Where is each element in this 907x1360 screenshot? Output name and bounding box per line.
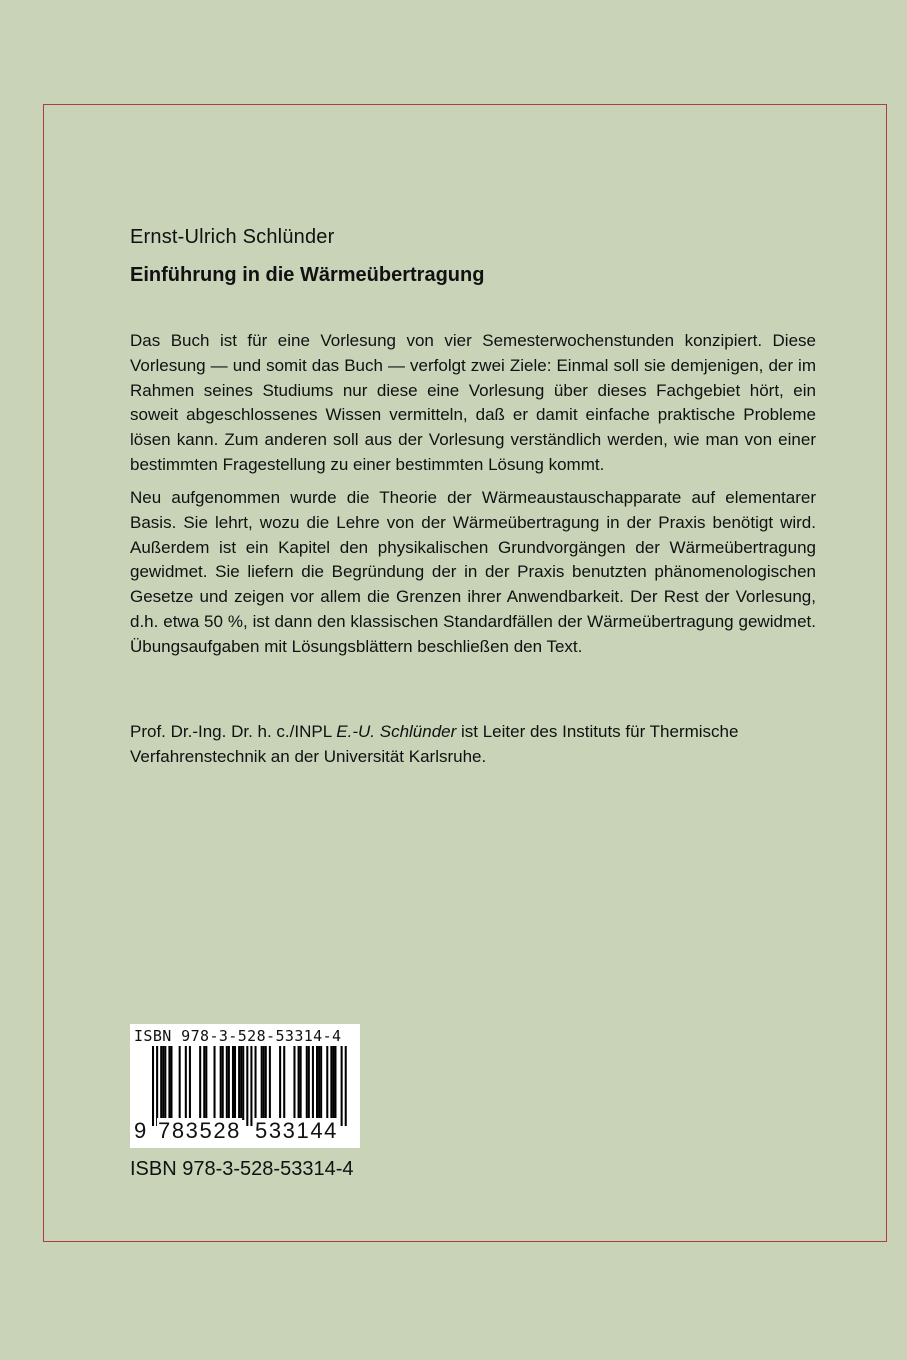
barcode-bar xyxy=(330,1046,332,1120)
description-paragraph-1: Das Buch ist für eine Vorlesung von vier Semesterwochenstunden konzipiert. Diese Vorlesung — und somit das Buch — verfolgt zwei Ziele: Einmal soll sie demjenigen, der im Rahmen seines Studiums nur diese eine Vorlesung über dieses Fachgebiet hört, ein soweit abgeschlossenes Wissen vermitteln, daß er damit einfache praktische Probleme lösen kann. Zum anderen soll aus der Vorlesung verständlich werden, wie man von einer bestimmten Fragestellung zu einer bestimmten Lösung kommt. xyxy=(130,331,816,474)
barcode-digits-right: 533144 xyxy=(255,1118,339,1143)
barcode-bar xyxy=(326,1046,328,1120)
barcode-bar xyxy=(283,1046,285,1120)
barcode-bar xyxy=(203,1046,205,1120)
barcode-bar xyxy=(232,1046,234,1120)
book-title: Einführung in die Wärmeübertragung xyxy=(130,264,485,286)
barcode-bar xyxy=(162,1046,164,1120)
barcode-bar xyxy=(164,1046,166,1120)
barcode-bar xyxy=(250,1046,252,1126)
barcode-bar xyxy=(240,1046,242,1120)
barcode-bar xyxy=(298,1046,300,1120)
barcode-bar xyxy=(308,1046,310,1120)
barcode-bar xyxy=(168,1046,170,1120)
barcode-bar xyxy=(220,1046,222,1120)
barcode-bar xyxy=(152,1046,154,1126)
barcode-bar xyxy=(238,1046,240,1120)
barcode-bar xyxy=(279,1046,281,1120)
barcode-bar xyxy=(312,1046,314,1120)
barcode-bar xyxy=(334,1046,336,1120)
barcode-digits xyxy=(130,1118,360,1144)
barcode-bar xyxy=(263,1046,265,1120)
author-bio-prefix: Prof. Dr.-Ing. Dr. h. c./INPL xyxy=(130,722,337,741)
barcode-bar xyxy=(318,1046,320,1120)
description-paragraph-2: Neu aufgenommen wurde die Theorie der Wärmeaustauschapparate auf elementarer Basis. Sie lehrt, wozu die Lehre von der Wärmeübertragung in der Praxis benötigt wird. Außerdem ist ein Kapitel den physikalischen Grundvorgängen der Wärmeübertragung gewidmet. Sie liefern die Begründung der in der Praxis benutzten phänomenologischen Gesetze und zeigen vor allem die Grenzen ihrer Anwendbarkeit. Der Rest der Vorlesung, d.h. etwa 50 %, ist dann den klassischen Standardfällen der Wärmeübertragung gewidmet. Übungsaufgaben mit Lösungsblättern beschließen den Text. xyxy=(130,488,816,656)
barcode-bar xyxy=(214,1046,216,1120)
barcode-bar xyxy=(205,1046,207,1120)
barcode-bar xyxy=(156,1046,158,1126)
barcode-bar xyxy=(234,1046,236,1120)
author-name: Ernst-Ulrich Schlünder xyxy=(130,226,335,248)
isbn-text: ISBN 978-3-528-53314-4 xyxy=(130,1158,354,1180)
barcode-bar xyxy=(160,1046,162,1120)
barcode-bar xyxy=(242,1046,244,1120)
author-bio-paragraph xyxy=(130,720,816,770)
barcode-bar xyxy=(255,1046,257,1120)
author-bio-suffix: ist Leiter des Instituts für Thermische Verfahrenstechnik an der Universität Karlsruhe. xyxy=(130,722,739,766)
barcode-bar xyxy=(320,1046,322,1120)
author-bio-name: E.-U. Schlünder xyxy=(336,722,457,741)
barcode-digits-left: 783528 xyxy=(158,1118,242,1143)
barcode-isbn-text: ISBN 978-3-528-53314-4 xyxy=(134,1027,342,1045)
barcode-bar xyxy=(332,1046,334,1120)
barcode-bar xyxy=(170,1046,172,1120)
barcode-bar xyxy=(306,1046,308,1120)
barcode-bar xyxy=(246,1046,248,1126)
barcode-bar xyxy=(316,1046,318,1120)
barcode-bar xyxy=(300,1046,302,1120)
barcode-bar xyxy=(189,1046,191,1120)
barcode-bar xyxy=(179,1046,181,1120)
barcode-bar xyxy=(341,1046,343,1126)
barcode-bar xyxy=(228,1046,230,1120)
barcode-bar xyxy=(345,1046,347,1126)
barcode-bar xyxy=(269,1046,271,1120)
barcode-bar xyxy=(226,1046,228,1120)
barcode-bar xyxy=(261,1046,263,1120)
barcode-bar xyxy=(185,1046,187,1120)
barcode-digit-first: 9 xyxy=(134,1118,147,1143)
barcode-bar xyxy=(293,1046,295,1120)
barcode-bar xyxy=(199,1046,201,1120)
barcode-bar xyxy=(265,1046,267,1120)
barcode xyxy=(130,1024,360,1148)
barcode-bar xyxy=(222,1046,224,1120)
